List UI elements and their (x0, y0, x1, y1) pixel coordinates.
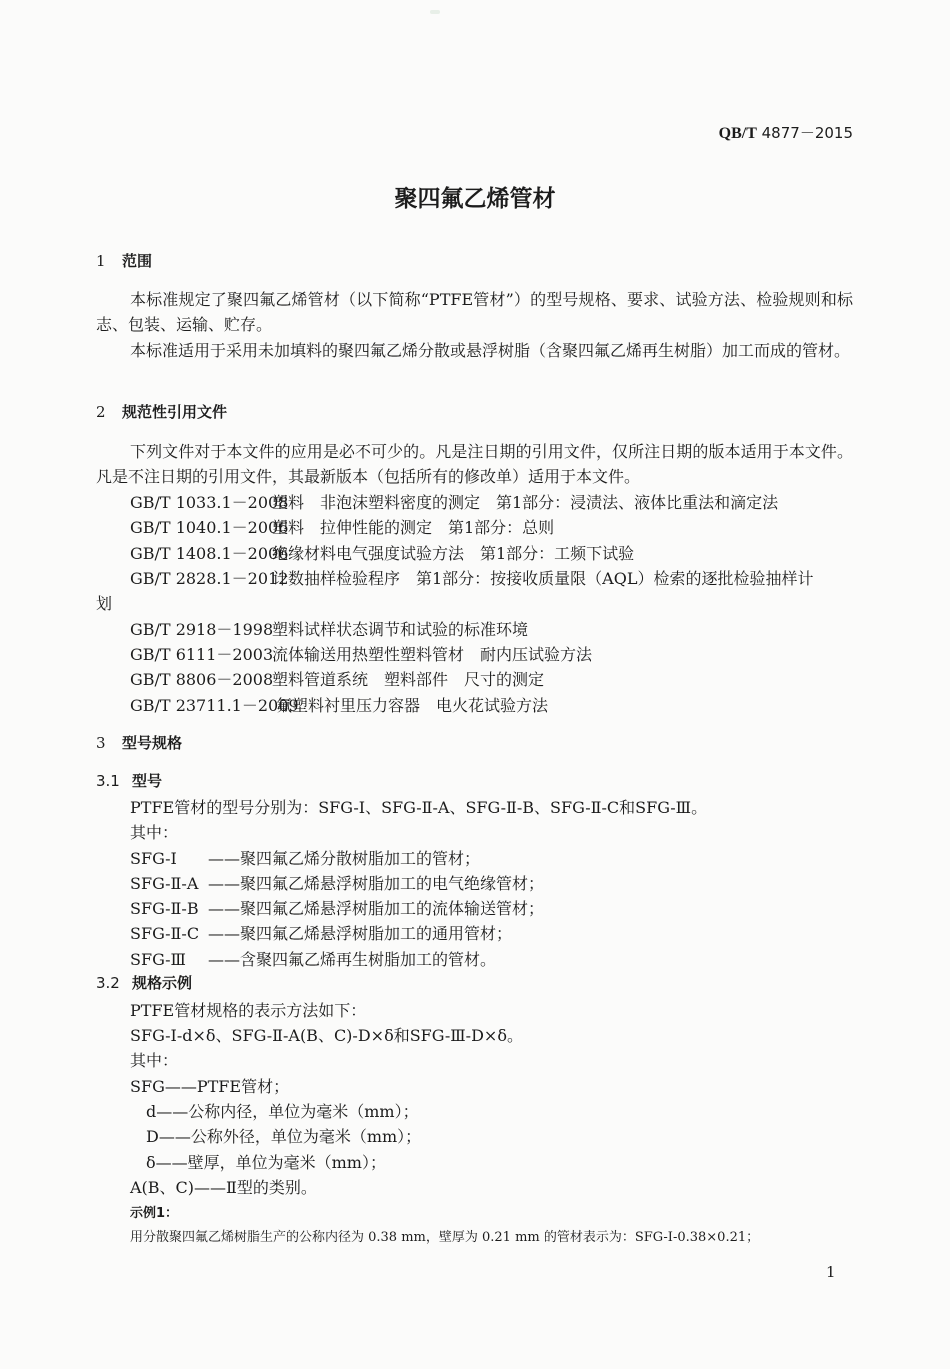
reference-item: GB/T 1408.1－2006绝缘材料电气强度试验方法 第1部分：工频下试验 (130, 544, 635, 563)
reference-item: GB/T 1033.1－2008塑料 非泡沫塑料密度的测定 第1部分：浸渍法、液体比重法和滴定法 (130, 493, 779, 512)
reference-item: GB/T 8806－2008塑料管道系统 塑料部件 尺寸的测定 (130, 670, 545, 689)
section-1-para-1: 本标准规定了聚四氟乙烯管材（以下简称“PTFE管材”）的型号规格、要求、试验方法、检验规则和标志、包装、运输、贮存。 (96, 290, 853, 334)
spec-format: SFG-Ⅰ-d×δ、SFG-Ⅱ-A(B、C)-D×δ和SFG-Ⅲ-D×δ。 (130, 1026, 523, 1045)
model-definition: SFG-Ⅱ-B ——聚四氟乙烯悬浮树脂加工的流体输送管材； (130, 899, 545, 918)
section-1-para-2: 本标准适用于采用未加填料的聚四氟乙烯分散或悬浮树脂（含聚四氟乙烯再生树脂）加工而成的管材。 (130, 341, 851, 360)
where-label: 其中： (130, 823, 179, 842)
page-title: 聚四氟乙烯管材 (394, 186, 556, 212)
model-definition: SFG-Ⅱ-A ——聚四氟乙烯悬浮树脂加工的电气绝缘管材； (130, 874, 545, 893)
spec-intro: PTFE管材规格的表示方法如下： (130, 1001, 367, 1020)
model-definition: SFG-Ⅱ-C ——聚四氟乙烯悬浮树脂加工的通用管材； (130, 924, 513, 943)
section-2-intro: 下列文件对于本文件的应用是必不可少的。凡是注日期的引用文件，仅所注日期的版本适用于本文件。凡是不注日期的引用文件，其最新版本（包括所有的修改单）适用于本文件。 (96, 442, 853, 486)
symbol-definition: δ——壁厚，单位为毫米（mm）； (146, 1153, 386, 1172)
model-definition: SFG-Ⅲ ——含聚四氟乙烯再生树脂加工的管材。 (130, 950, 497, 969)
symbol-definition: SFG——PTFE管材； (130, 1077, 290, 1096)
symbol-definition: d——公称内径，单位为毫米（mm）； (146, 1102, 419, 1121)
section-3-2-heading: 3.2 规格示例 (96, 974, 193, 992)
page-number: 1 (826, 1263, 836, 1281)
symbol-definition: A(B、C)——Ⅱ型的类别。 (130, 1178, 317, 1197)
reference-item: GB/T 23711.1－2009氟塑料衬里压力容器 电火花试验方法 (130, 696, 549, 715)
section-3-1-heading: 3.1 型号 (96, 772, 163, 790)
reference-item: GB/T 2828.1－2012计数抽样检验程序 第1部分：按接收质量限（AQL）检索的逐批检验抽样计 (130, 569, 814, 588)
scan-speck (430, 10, 440, 14)
model-list-line: PTFE管材的型号分别为：SFG-Ⅰ、SFG-Ⅱ-A、SFG-Ⅱ-B、SFG-Ⅱ-C和SFG-Ⅲ。 (130, 798, 708, 817)
model-definition: SFG-Ⅰ ——聚四氟乙烯分散树脂加工的管材； (130, 849, 481, 868)
reference-item-wrap: 划 (96, 594, 113, 613)
symbol-definition: D——公称外径，单位为毫米（mm）； (146, 1127, 422, 1146)
reference-item: GB/T 1040.1－2006塑料 拉伸性能的测定 第1部分：总则 (130, 518, 555, 537)
section-3-heading: 3 型号规格 (96, 734, 183, 752)
section-2-heading: 2 规范性引用文件 (96, 403, 228, 421)
section-1-heading: 1 范围 (96, 252, 153, 270)
example-label: 示例1： (130, 1206, 179, 1221)
where-label: 其中： (130, 1051, 179, 1070)
reference-item: GB/T 6111－2003流体输送用热塑性塑料管材 耐内压试验方法 (130, 645, 593, 664)
reference-item: GB/T 2918－1998塑料试样状态调节和试验的标准环境 (130, 620, 529, 639)
standard-code: QB/T 4877－2015 (718, 124, 853, 142)
example-text: 用分散聚四氟乙烯树脂生产的公称内径为 0.38 mm，壁厚为 0.21 mm 的管材表示为：SFG-Ⅰ-0.38×0.21； (130, 1230, 760, 1245)
